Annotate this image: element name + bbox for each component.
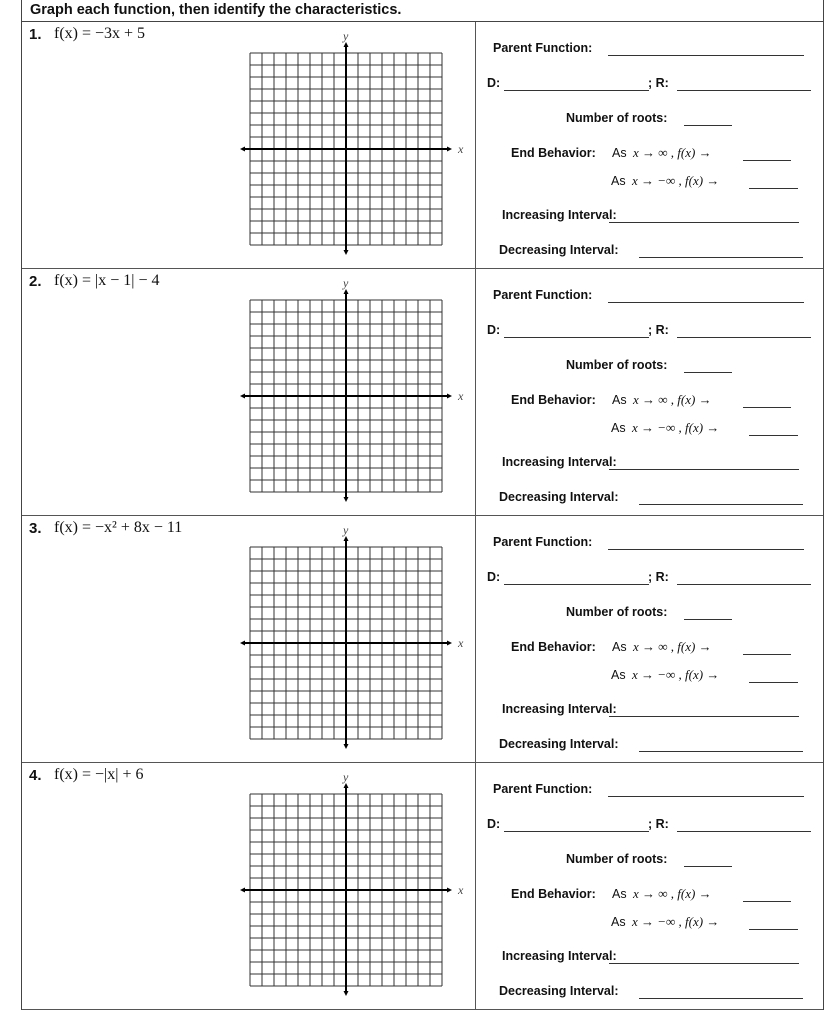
end-behavior-pos-blank[interactable] [743, 901, 791, 902]
problem-equation: f(x) = |x − 1| − 4 [54, 272, 160, 289]
end-behavior-pos-inf: x → ∞ , f(x) → [633, 392, 712, 407]
decreasing-interval-label: Decreasing Interval: [499, 984, 619, 998]
column-divider [475, 22, 476, 268]
increasing-interval-blank[interactable] [609, 469, 799, 470]
number-of-roots-blank[interactable] [684, 125, 732, 126]
domain-blank[interactable] [504, 831, 649, 832]
number-of-roots-label: Number of roots: [566, 605, 668, 619]
range-label: ; R: [648, 323, 669, 337]
range-blank[interactable] [677, 90, 811, 91]
parent-function-blank[interactable] [608, 796, 804, 797]
number-of-roots-label: Number of roots: [566, 111, 668, 125]
end-behavior-neg-inf: x → −∞ , f(x) → [632, 420, 720, 435]
x-axis-label: x [458, 142, 464, 156]
problem-row [22, 269, 823, 516]
decreasing-interval-blank[interactable] [639, 751, 803, 752]
problem-number: 4. [29, 767, 42, 784]
x-axis-label: x [458, 636, 464, 650]
parent-function-label: Parent Function: [493, 288, 593, 302]
domain-blank[interactable] [504, 337, 649, 338]
decreasing-interval-blank[interactable] [639, 504, 803, 505]
number-of-roots-blank[interactable] [684, 619, 732, 620]
decreasing-interval-label: Decreasing Interval: [499, 737, 619, 751]
as-text: As [612, 887, 627, 901]
decreasing-interval-label: Decreasing Interval: [499, 243, 619, 257]
coordinate-grid[interactable] [240, 29, 464, 252]
domain-blank[interactable] [504, 90, 649, 91]
y-axis-label: y [343, 29, 349, 43]
problem-number: 3. [29, 520, 42, 537]
end-behavior-label: End Behavior: [511, 393, 596, 407]
increasing-interval-label: Increasing Interval: [502, 949, 617, 963]
number-of-roots-label: Number of roots: [566, 358, 668, 372]
x-axis-label: x [458, 883, 464, 897]
range-label: ; R: [648, 817, 669, 831]
parent-function-label: Parent Function: [493, 535, 593, 549]
increasing-interval-label: Increasing Interval: [502, 702, 617, 716]
number-of-roots-label: Number of roots: [566, 852, 668, 866]
increasing-interval-blank[interactable] [609, 963, 799, 964]
end-behavior-pos-inf: x → ∞ , f(x) → [633, 639, 712, 654]
end-behavior-neg-blank[interactable] [749, 682, 798, 683]
y-axis-label: y [343, 770, 349, 784]
as-text: As [612, 146, 627, 160]
as-text: As [612, 640, 627, 654]
increasing-interval-label: Increasing Interval: [502, 455, 617, 469]
end-behavior-label: End Behavior: [511, 640, 596, 654]
decreasing-interval-label: Decreasing Interval: [499, 490, 619, 504]
column-divider [475, 269, 476, 515]
worksheet [21, 0, 824, 1010]
as-text: As [611, 668, 626, 682]
end-behavior-label: End Behavior: [511, 146, 596, 160]
domain-blank[interactable] [504, 584, 649, 585]
graph-area[interactable] [240, 276, 464, 504]
graph-area[interactable] [240, 29, 464, 257]
parent-function-blank[interactable] [608, 55, 804, 56]
parent-function-blank[interactable] [608, 302, 804, 303]
end-behavior-label: End Behavior: [511, 887, 596, 901]
problem-number: 1. [29, 26, 42, 43]
problem-row [22, 22, 823, 269]
end-behavior-pos-inf: x → ∞ , f(x) → [633, 145, 712, 160]
worksheet-title: Graph each function, then identify the characteristics. [22, 0, 823, 22]
problem-equation: f(x) = −3x + 5 [54, 25, 146, 42]
range-label: ; R: [648, 570, 669, 584]
coordinate-grid[interactable] [240, 523, 464, 746]
range-blank[interactable] [677, 337, 811, 338]
column-divider [475, 763, 476, 1009]
domain-label: D: [487, 570, 501, 584]
x-axis-label: x [458, 389, 464, 403]
domain-label: D: [487, 817, 501, 831]
y-axis-label: y [343, 523, 349, 537]
graph-area[interactable] [240, 523, 464, 751]
coordinate-grid[interactable] [240, 276, 464, 499]
as-text: As [611, 421, 626, 435]
range-blank[interactable] [677, 584, 811, 585]
decreasing-interval-blank[interactable] [639, 998, 803, 999]
end-behavior-neg-inf: x → −∞ , f(x) → [632, 173, 720, 188]
number-of-roots-blank[interactable] [684, 372, 732, 373]
end-behavior-pos-inf: x → ∞ , f(x) → [633, 886, 712, 901]
graph-area[interactable] [240, 770, 464, 998]
range-label: ; R: [648, 76, 669, 90]
as-text: As [611, 174, 626, 188]
coordinate-grid[interactable] [240, 770, 464, 993]
range-blank[interactable] [677, 831, 811, 832]
problem-number: 2. [29, 273, 42, 290]
end-behavior-neg-inf: x → −∞ , f(x) → [632, 914, 720, 929]
increasing-interval-blank[interactable] [609, 222, 799, 223]
y-axis-label: y [343, 276, 349, 290]
increasing-interval-label: Increasing Interval: [502, 208, 617, 222]
decreasing-interval-blank[interactable] [639, 257, 803, 258]
problem-row [22, 763, 823, 1010]
end-behavior-neg-blank[interactable] [749, 435, 798, 436]
as-text: As [611, 915, 626, 929]
end-behavior-neg-inf: x → −∞ , f(x) → [632, 667, 720, 682]
problem-equation: f(x) = −x² + 8x − 11 [54, 519, 183, 536]
parent-function-label: Parent Function: [493, 41, 593, 55]
domain-label: D: [487, 76, 501, 90]
domain-label: D: [487, 323, 501, 337]
as-text: As [612, 393, 627, 407]
end-behavior-pos-blank[interactable] [743, 407, 791, 408]
end-behavior-pos-blank[interactable] [743, 654, 791, 655]
problem-row [22, 516, 823, 763]
parent-function-blank[interactable] [608, 549, 804, 550]
problem-equation: f(x) = −|x| + 6 [54, 766, 144, 783]
end-behavior-pos-blank[interactable] [743, 160, 791, 161]
increasing-interval-blank[interactable] [609, 716, 799, 717]
parent-function-label: Parent Function: [493, 782, 593, 796]
column-divider [475, 516, 476, 762]
number-of-roots-blank[interactable] [684, 866, 732, 867]
end-behavior-neg-blank[interactable] [749, 929, 798, 930]
end-behavior-neg-blank[interactable] [749, 188, 798, 189]
